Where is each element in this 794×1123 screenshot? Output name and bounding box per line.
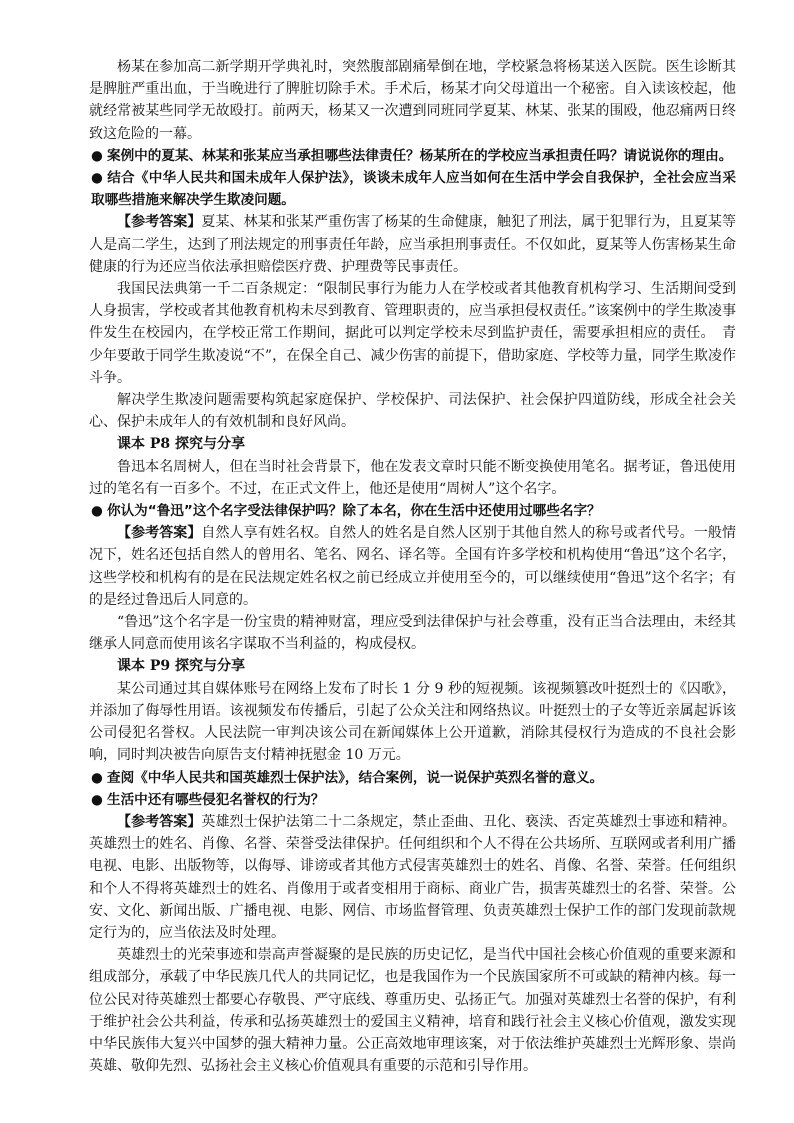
answer-label: 【参考答案】 <box>117 214 202 231</box>
question-item <box>89 789 736 811</box>
answer-text: 自然人享有姓名权。自然人的姓名是自然人区别于其他自然人的称号或者代号。一般情况下，姓名还包括自然人的曾用名、笔名、网名、译名等。全国有许多学校和机构使用“鲁迅”这个名字，这些学校和机构有的是在民法规定姓名权之前已经成立并使用至今的，可以继续使用“鲁迅”这个名字；有的是经过鲁迅后人同意的。 <box>89 525 737 608</box>
answer-text: 夏某、林某和张某严重伤害了杨某的生命健康，触犯了刑法，属于犯罪行为，且夏某等人是高二学生，达到了刑法规定的刑事责任年龄，应当承担刑事责任。不仅如此，夏某等人伤害杨某生命健康的行为还应当依法承担赔偿医疗费、护理费等民事责任。 <box>89 214 737 275</box>
answer-paragraph <box>89 811 736 944</box>
case-paragraph-yeting: 某公司通过其自媒体账号在网络上发布了时长 1 分 9 秒的短视频。该视频篡改叶挺烈士的《囚歌》，并添加了侮辱性用语。该视频发布传播后，引起了公众关注和网络热议。叶挺烈士的子女等近亲属起诉该公司侵犯名誉权。人民法院一审判决该公司在新闻媒体上公开道歉，消除其侵权行为造成的不良社会影响，同时判决被告向原告支付精神抚慰金 10 万元。 <box>89 680 736 764</box>
question-item <box>89 500 736 522</box>
answer-paragraph <box>89 522 736 611</box>
question-item <box>89 167 736 211</box>
answer-text: 英雄烈士保护法第二十二条规定，禁止歪曲、丑化、亵渎、否定英雄烈士事迹和精神。英雄烈士的姓名、肖像、名誉、荣誉受法律保护。任何组织和个人不得在公共场所、互联网或者利用广播电视、电影、出版物等，以侮辱、诽谤或者其他方式侵害英雄烈士的姓名、肖像、名誉、荣誉。任何组织和个人不得将英雄烈士的姓名、肖像用于或者变相用于商标、商业广告，损害英雄烈士的名誉、荣誉。公安、文化、新闻出版、广播电视、电影、网信、市场监督管理、负责英雄烈士保护工作的部门发现前款规定行为的，应当依法及时处理。 <box>89 813 737 941</box>
bullet-icon: ● <box>91 147 103 164</box>
question-text: 生活中还有哪些侵犯名誉权的行为？ <box>107 791 325 808</box>
answer-paragraph <box>89 211 736 278</box>
bullet-icon: ● <box>91 170 103 187</box>
case-paragraph-yang: 杨某在参加高二新学期开学典礼时，突然腹部剧痛晕倒在地，学校紧急将杨某送入医院。医生诊断其是脾脏严重出血，于当晚进行了脾脏切除手术。手术后，杨某才向父母道出一个秘密。自入读该校起，他就经常被某些同学无故殴打。前两天，杨某又一次遭到同班同学夏某、林某、张某的围殴，他忍痛两日终致这危险的一幕。 <box>89 59 736 142</box>
bullet-icon: ● <box>91 791 103 808</box>
question-text: 案例中的夏某、林某和张某应当承担哪些法律责任？杨某所在的学校应当承担责任吗？请说说你的理由。 <box>107 147 733 164</box>
answer-paragraph: 英雄烈士的光荣事迹和崇高声誉凝聚的是民族的历史记忆，是当代中国社会核心价值观的重要来源和组成部分，承载了中华民族几代人的共同记忆，也是我国作为一个民族国家所不可或缺的精神内核。每一位公民对待英雄烈士都要心存敬畏、严守底线、尊重历史、弘扬正气。加强对英雄烈士名誉的保护，有利于维护社会公共利益，传承和弘扬英雄烈士的爱国主义精神，培育和践行社会主义核心价值观，激发实现中华民族伟大复兴中国梦的强大精神力量。公正高效地审理该案，对于依法维护英雄烈士光辉形象、崇尚英雄、敬仰先烈、弘扬社会主义核心价值观具有重要的示范和引导作用。 <box>89 947 736 1075</box>
question-text: 结合《中华人民共和国未成年人保护法》，谈谈未成年人应当如何在生活中学会自我保护，全社会应当采取哪些措施来解决学生欺凌问题。 <box>91 170 736 209</box>
bullet-icon: ● <box>91 769 103 786</box>
section-heading: 课本 P8 探究与分享 <box>117 436 246 453</box>
answer-paragraph: “鲁迅”这个名字是一份宝贵的精神财富，理应受到法律保护与社会尊重，没有正当合法理由，未经其继承人同意而使用该名字谋取不当利益的，构成侵权。 <box>89 614 736 653</box>
answer-paragraph: 解决学生欺凌问题需要构筑起家庭保护、学校保护、司法保护、社会保护四道防线，形成全社会关心、保护未成年人的有效机制和良好风尚。 <box>89 392 736 431</box>
answer-label: 【参考答案】 <box>117 525 202 542</box>
question-text: 你认为“鲁迅”这个名字受法律保护吗？除了本名，你在生活中还使用过哪些名字？ <box>107 503 601 520</box>
section-heading: 课本 P9 探究与分享 <box>117 658 246 675</box>
question-item <box>89 767 736 789</box>
answer-label: 【参考答案】 <box>117 813 202 830</box>
question-text: 查阅《中华人民共和国英雄烈士保护法》，结合案例，说一说保护英烈名誉的意义。 <box>107 769 604 786</box>
case-paragraph-luxun: 鲁迅本名周树人，但在当时社会背景下，他在发表文章时只能不断变换使用笔名。据考证，鲁迅使用过的笔名有一百多个。不过，在正式文件上，他还是使用“周树人”这个名字。 <box>89 458 736 497</box>
answer-paragraph: 我国民法典第一千二百条规定：“限制民事行为能力人在学校或者其他教育机构学习、生活期间受到人身损害，学校或者其他教育机构未尽到教育、管理职责的，应当承担侵权责任。”该案例中的学生欺凌事件发生在校园内，在学校正常工作期间，据此可以判定学校未尽到监护责任，需要承担相应的责任。 青少年要敢于同学生欺凌说“不”，在保全自己、减少伤害的前提下，借助家庭、学校等力量，同学生欺凌作斗争。 <box>89 281 736 386</box>
question-item <box>89 145 736 167</box>
bullet-icon: ● <box>91 503 103 520</box>
